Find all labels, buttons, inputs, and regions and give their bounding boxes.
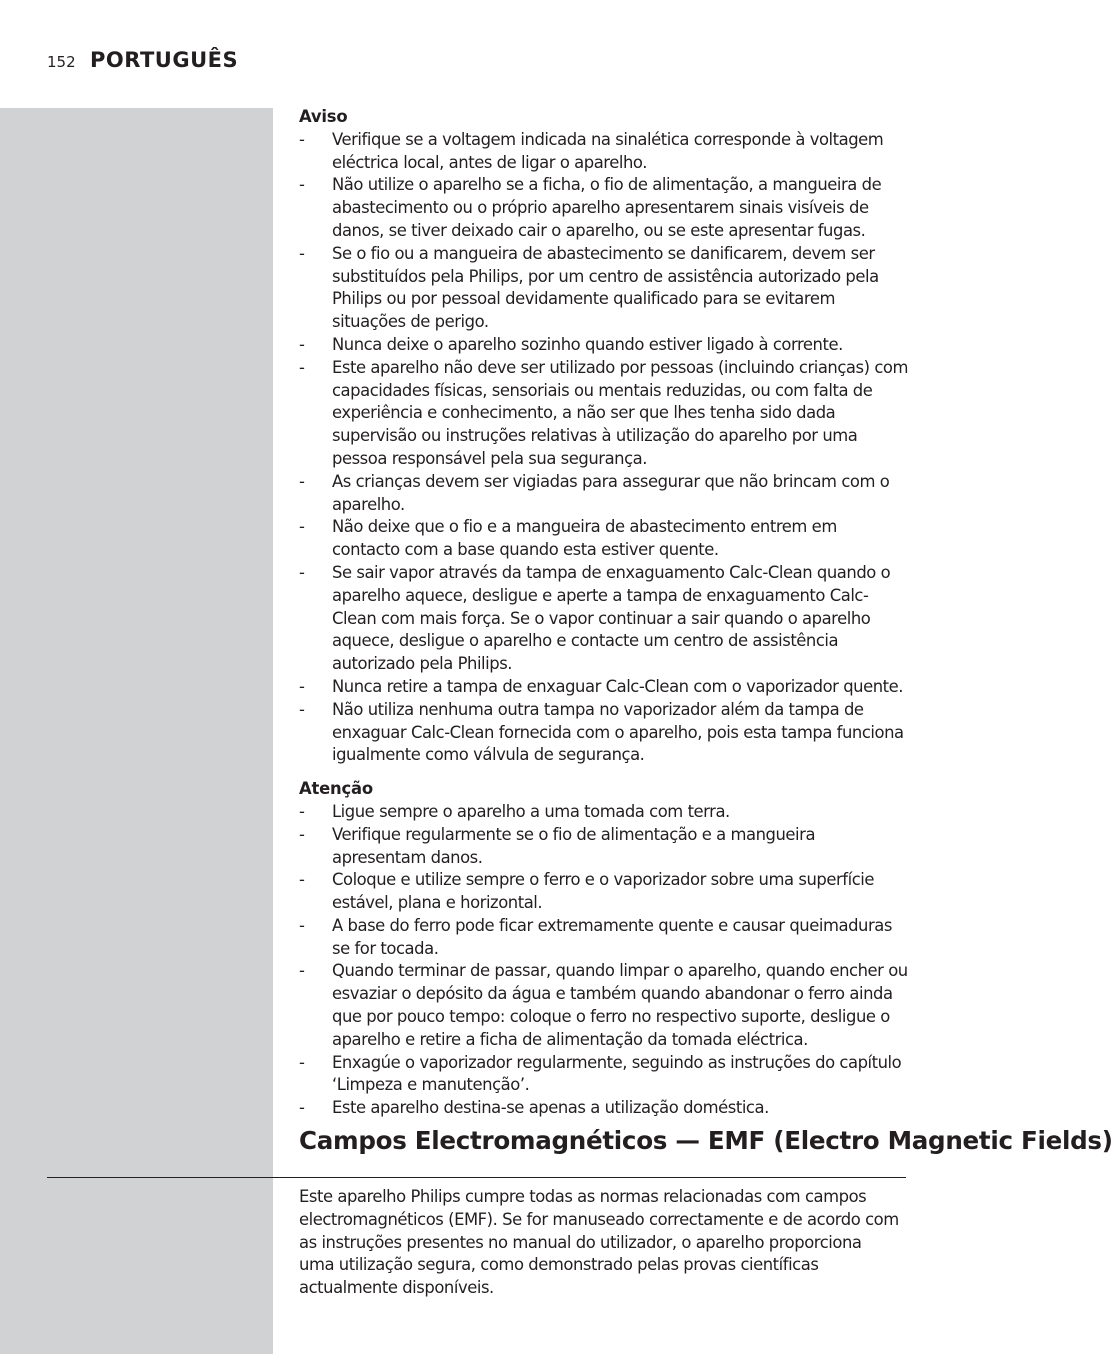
aviso-item bbox=[299, 676, 909, 699]
list-dash: - bbox=[299, 801, 305, 821]
page-number: 152 bbox=[47, 53, 76, 71]
atencao-item-text: Verifique regularmente se o fio de alimentação e a mangueira apresentam danos. bbox=[332, 824, 816, 867]
atencao-item bbox=[299, 960, 909, 1051]
list-dash: - bbox=[299, 1052, 305, 1072]
aviso-item bbox=[299, 471, 909, 517]
list-dash: - bbox=[299, 471, 305, 491]
atencao-item-text: Este aparelho destina-se apenas a utilização doméstica. bbox=[332, 1098, 769, 1118]
aviso-item-text: Nunca deixe o aparelho sozinho quando estiver ligado à corrente. bbox=[332, 334, 843, 354]
aviso-item-text: Verifique se a voltagem indicada na sinalética corresponde à voltagem eléctrica local, antes de ligar o aparelho. bbox=[332, 129, 884, 172]
list-dash: - bbox=[299, 334, 305, 354]
list-dash: - bbox=[299, 243, 305, 263]
aviso-item bbox=[299, 174, 909, 242]
aviso-section bbox=[299, 106, 909, 767]
list-dash: - bbox=[299, 870, 305, 890]
atencao-item-text: A base do ferro pode ficar extremamente quente e causar queimaduras se for tocada. bbox=[332, 915, 892, 958]
aviso-item bbox=[299, 129, 909, 175]
aviso-item bbox=[299, 243, 909, 334]
section-spacer bbox=[299, 767, 909, 778]
aviso-item bbox=[299, 334, 909, 357]
list-dash: - bbox=[299, 676, 305, 696]
list-dash: - bbox=[299, 915, 305, 935]
aviso-item-text: Nunca retire a tampa de enxaguar Calc-Clean com o vaporizador quente. bbox=[332, 676, 904, 696]
aviso-item bbox=[299, 357, 909, 471]
list-dash: - bbox=[299, 129, 305, 149]
atencao-heading: Atenção bbox=[299, 779, 373, 799]
list-dash: - bbox=[299, 175, 305, 195]
list-dash: - bbox=[299, 699, 305, 719]
main-content bbox=[299, 106, 1113, 1158]
atencao-item bbox=[299, 869, 909, 915]
aviso-list bbox=[299, 129, 909, 767]
atencao-list bbox=[299, 801, 909, 1120]
list-dash: - bbox=[299, 517, 305, 537]
aviso-item-text: Não utilize o aparelho se a ficha, o fio de alimentação, a mangueira de abastecimento ou o próprio aparelho apresentarem sinais visíveis de danos, se tiver deixado cair o aparelho, ou se este apresentar fugas. bbox=[332, 175, 882, 240]
aviso-heading: Aviso bbox=[299, 107, 348, 126]
list-dash: - bbox=[299, 961, 305, 981]
emf-heading: Campos Electromagnéticos — EMF (Electro Magnetic Fields) bbox=[299, 1126, 1113, 1156]
list-dash: - bbox=[299, 824, 305, 844]
atencao-item bbox=[299, 915, 909, 961]
emf-paragraph: Este aparelho Philips cumpre todas as normas relacionadas com campos electromagnéticos (EMF). Se for manuseado correctamente e de acordo com as instruções presentes no manual do utilizador, o aparelho proporciona uma utilização segura, como demonstrado pelas provas científicas actualmente disponíveis. bbox=[299, 1187, 899, 1298]
list-dash: - bbox=[299, 562, 305, 582]
atencao-item-text: Quando terminar de passar, quando limpar o aparelho, quando encher ou esvaziar o depósito da água e também quando abandonar o ferro ainda que por pouco tempo: coloque o ferro no respectivo suporte, desligue o aparelho e retire a ficha de alimentação da tomada eléctrica. bbox=[332, 961, 908, 1049]
atencao-section bbox=[299, 778, 909, 1120]
aviso-item bbox=[299, 516, 909, 562]
left-margin-panel bbox=[0, 108, 273, 1354]
atencao-item bbox=[299, 824, 909, 870]
list-dash: - bbox=[299, 1098, 305, 1118]
aviso-item-text: Se o fio ou a mangueira de abastecimento se danificarem, devem ser substituídos pela Philips, por um centro de assistência autorizado pela Philips ou por pessoal devidamente qualificado para se evitarem situações de perigo. bbox=[332, 243, 879, 332]
atencao-item bbox=[299, 1097, 909, 1120]
atencao-item bbox=[299, 1052, 909, 1098]
aviso-item-text: Não deixe que o fio e a mangueira de abastecimento entrem em contacto com a base quando esta estiver quente. bbox=[332, 517, 837, 560]
atencao-item-text: Coloque e utilize sempre o ferro e o vaporizador sobre uma superfície estável, plana e horizontal. bbox=[332, 870, 874, 913]
list-dash: - bbox=[299, 357, 305, 377]
aviso-item-text: Não utiliza nenhuma outra tampa no vaporizador além da tampa de enxaguar Calc-Clean fornecida com o aparelho, pois esta tampa funciona igualmente como válvula de segurança. bbox=[332, 699, 904, 765]
aviso-item-text: Este aparelho não deve ser utilizado por pessoas (incluindo crianças) com capacidades físicas, sensoriais ou mentais reduzidas, ou com falta de experiência e conhecimento, a não ser que lhes tenha sido dada supervisão ou instruções relativas à utilização do aparelho por uma pessoa responsável pela sua segurança. bbox=[332, 357, 908, 468]
aviso-item bbox=[299, 562, 909, 676]
atencao-item-text: Ligue sempre o aparelho a uma tomada com terra. bbox=[332, 801, 730, 821]
section-divider bbox=[47, 1177, 906, 1178]
aviso-item-text: Se sair vapor através da tampa de enxaguamento Calc-Clean quando o aparelho aquece, desligue e aperte a tampa de enxaguamento Calc-Clean com mais força. Se o vapor continuar a sair quando o aparelho aquece, desligue o aparelho e contacte um centro de assistência autorizado pela Philips. bbox=[332, 562, 891, 674]
atencao-item-text: Enxagúe o vaporizador regularmente, seguindo as instruções do capítulo ‘Limpeza e manutenção’. bbox=[332, 1052, 902, 1095]
language-title: PORTUGUÊS bbox=[90, 48, 239, 72]
aviso-item bbox=[299, 699, 909, 767]
aviso-item-text: As crianças devem ser vigiadas para assegurar que não brincam com o aparelho. bbox=[332, 471, 890, 514]
atencao-item bbox=[299, 801, 909, 824]
